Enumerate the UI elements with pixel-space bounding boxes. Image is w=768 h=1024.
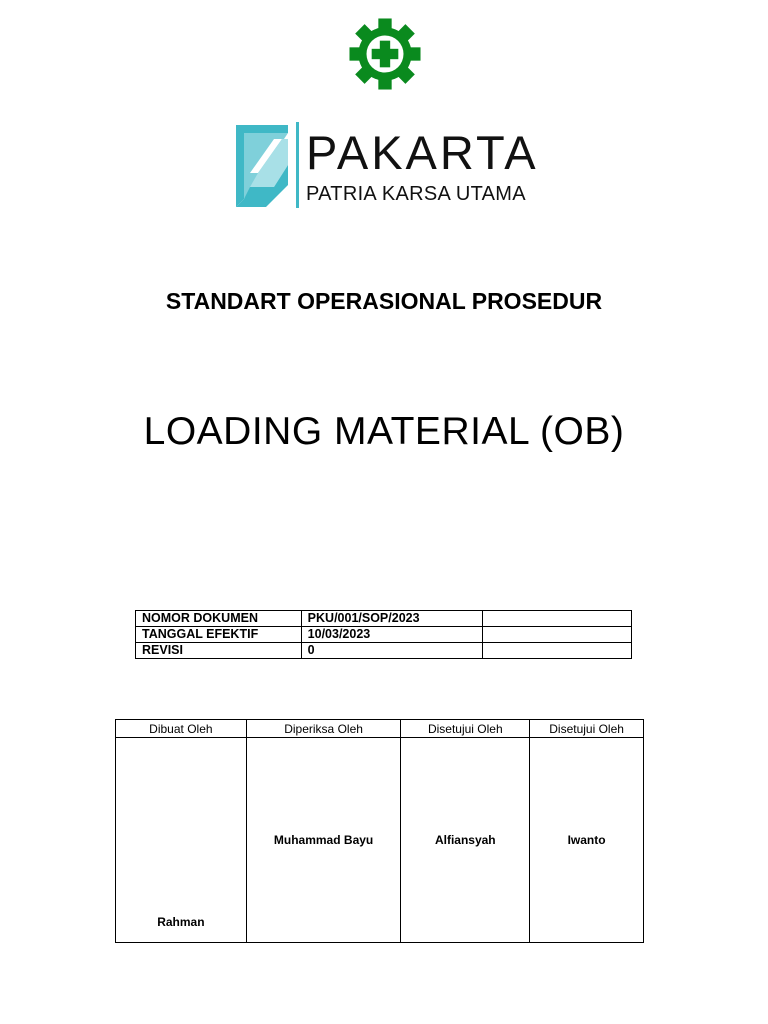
info-label: NOMOR DOKUMEN [136,611,302,627]
info-extra [483,627,632,643]
brand-subtitle: PATRIA KARSA UTAMA [306,183,526,205]
table-row [136,611,632,627]
document-info-table [135,610,632,659]
info-value: PKU/001/SOP/2023 [301,611,483,627]
info-label: TANGGAL EFEKTIF [136,627,302,643]
table-row [136,627,632,643]
info-extra [483,643,632,659]
pakarta-logo-mark-icon [236,125,288,207]
info-value: 0 [301,643,483,659]
company-logo [236,120,539,212]
table-row [116,738,644,943]
brand-name: PAKARTA [306,126,539,179]
safety-gear-cross-icon [348,15,422,93]
signature-table [115,719,644,943]
signature-name: Rahman [116,738,247,943]
signature-header-approved-by: Disetujui Oleh [530,720,644,738]
table-header-row [116,720,644,738]
info-extra [483,611,632,627]
logo-divider-bar [296,122,299,208]
info-value: 10/03/2023 [301,627,483,643]
document-title: LOADING MATERIAL (OB) [143,410,625,453]
signature-name: Iwanto [530,738,644,943]
signature-name: Muhammad Bayu [246,738,401,943]
signature-name: Alfiansyah [401,738,530,943]
signature-header-checked-by: Diperiksa Oleh [246,720,401,738]
table-row [136,643,632,659]
signature-header-made-by: Dibuat Oleh [116,720,247,738]
signature-header-approved-by: Disetujui Oleh [401,720,530,738]
info-label: REVISI [136,643,302,659]
document-type: STANDART OPERASIONAL PROSEDUR [165,288,603,314]
